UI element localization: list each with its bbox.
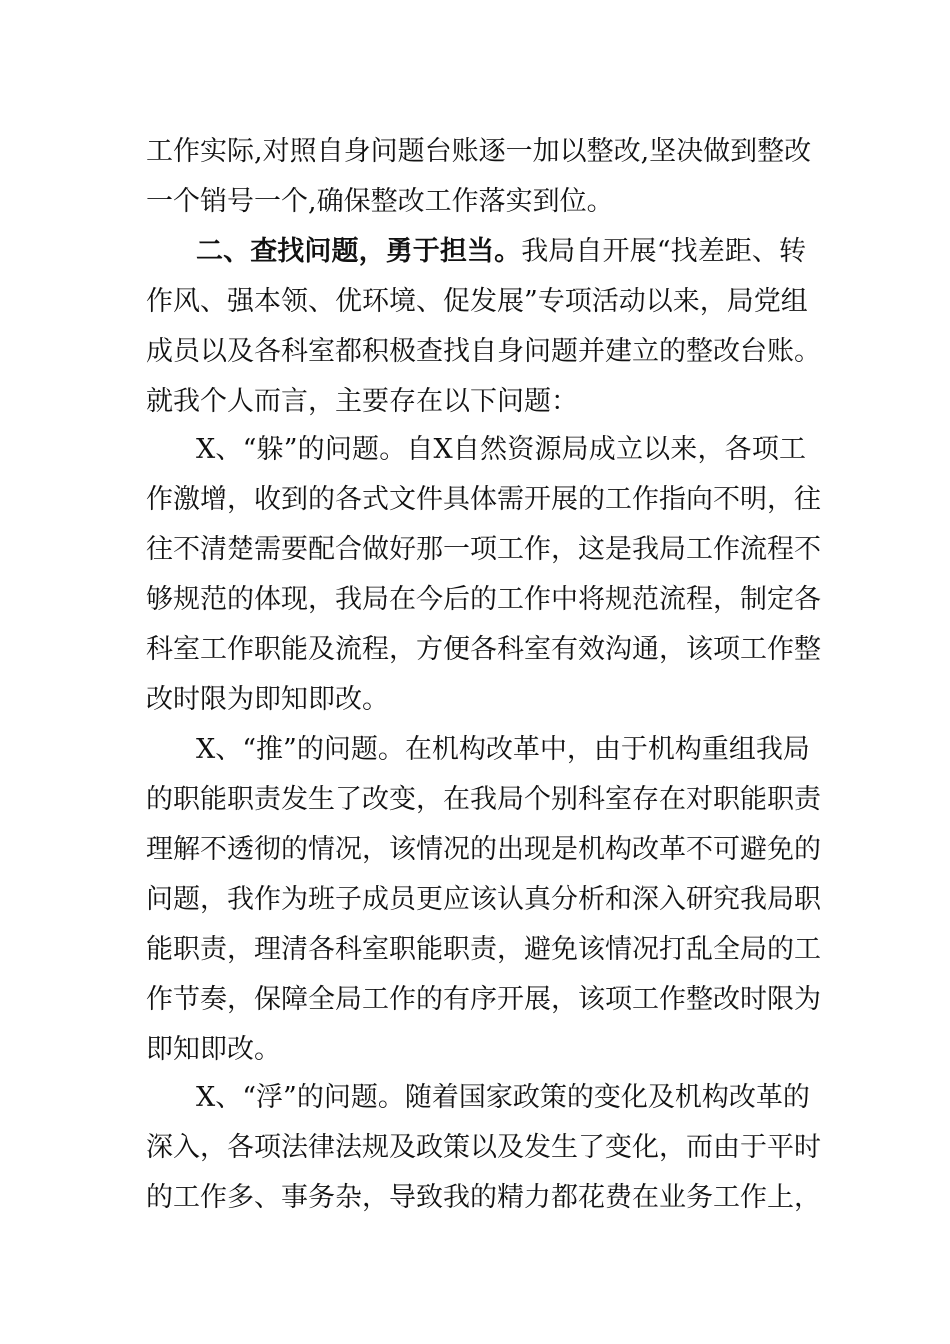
text-line-12: 改时限为即知即改。: [146, 684, 389, 715]
text-line-8: 作激增，收到的各式文件具体需开展的工作指向不明，往: [146, 484, 821, 515]
text-line-16: 问题，我作为班子成员更应该认真分析和深入研究我局职: [146, 884, 821, 915]
text-line-11: 科室工作职能及流程，方便各科室有效沟通，该项工作整: [146, 634, 821, 665]
section-heading: 二、查找问题，勇于担当。: [196, 236, 522, 267]
text-line-22: 的工作多、事务杂，导致我的精力都花费在业务工作上，: [146, 1182, 821, 1213]
text-line-15: 理解不透彻的情况，该情况的出现是机构改革不可避免的: [146, 834, 821, 865]
text-line-21: 深入，各项法律法规及政策以及发生了变化，而由于平时: [146, 1132, 821, 1163]
text-line-2: 一个销号一个,确保整改工作落实到位。: [146, 186, 614, 217]
text-line-7: X、“躲”的问题。自X自然资源局成立以来，各项工: [196, 434, 806, 465]
text-line-6: 就我个人而言，主要存在以下问题：: [146, 386, 578, 417]
text-line-4: 作风、强本领、优环境、促发展”专项活动以来，局党组: [146, 286, 808, 317]
text-line-19: 即知即改。: [146, 1034, 281, 1065]
text-line-5: 成员以及各科室都积极查找自身问题并建立的整改台账。: [146, 336, 821, 367]
text-line-3: 我局自开展“找差距、转: [521, 236, 807, 267]
text-line-1: 工作实际,对照自身问题台账逐一加以整改,坚决做到整改: [146, 136, 812, 167]
text-line-20: X、“浮”的问题。随着国家政策的变化及机构改革的: [196, 1082, 810, 1113]
text-line-18: 作节奏，保障全局工作的有序开展，该项工作整改时限为: [146, 984, 821, 1015]
text-line-9: 往不清楚需要配合做好那一项工作，这是我局工作流程不: [146, 534, 821, 565]
text-line-10: 够规范的体现，我局在今后的工作中将规范流程，制定各: [146, 584, 821, 615]
section-heading-line: [196, 227, 806, 277]
text-line-14: 的职能职责发生了改变，在我局个别科室存在对职能职责: [146, 784, 821, 815]
text-line-13: X、“推”的问题。在机构改革中，由于机构重组我局: [196, 734, 810, 765]
text-line-17: 能职责，理清各科室职能职责，避免该情况打乱全局的工: [146, 934, 821, 965]
